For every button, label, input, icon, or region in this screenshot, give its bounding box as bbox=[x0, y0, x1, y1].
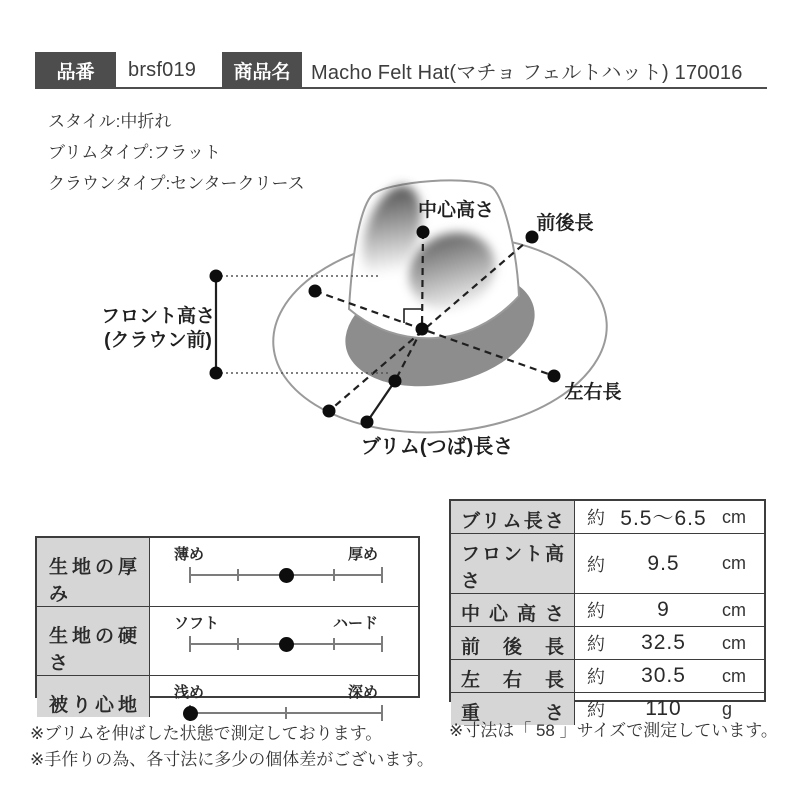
size-row-value bbox=[575, 501, 764, 533]
thickness-slider bbox=[150, 538, 418, 606]
slider-tick bbox=[237, 569, 239, 581]
label-left-right-length: 左右長 bbox=[564, 382, 622, 403]
label-front-height-line1: フロント高さ bbox=[100, 306, 216, 327]
size-row-left-right bbox=[451, 659, 764, 692]
approx-prefix: 約 bbox=[587, 601, 605, 621]
spec-line-crown-type: クラウンタイプ:センタークリース bbox=[48, 174, 305, 193]
footnote-size-basis: ※寸法は「 58 」サイズで測定しています。 bbox=[449, 721, 778, 740]
size-row-front-back bbox=[451, 626, 764, 659]
slider-min-label: 薄め bbox=[174, 546, 205, 563]
product-number-value: brsf019 bbox=[128, 58, 197, 81]
size-row-center-height bbox=[451, 593, 764, 626]
approx-prefix: 約 bbox=[587, 554, 605, 575]
footnote-handmade: ※手作りの為、各寸法に多少の個体差がございます。 bbox=[30, 750, 434, 769]
label-front-height-line2: (クラウン前) bbox=[104, 330, 212, 351]
size-row-label: ブリム長さ bbox=[451, 501, 575, 533]
size-table bbox=[449, 499, 766, 724]
size-row-label: 中心高さ bbox=[451, 594, 575, 626]
size-row-brim bbox=[451, 501, 764, 533]
slider-max-label: 深め bbox=[347, 684, 378, 701]
size-value: 30.5 bbox=[641, 664, 686, 687]
slider-max-label: ハード bbox=[332, 615, 378, 632]
slider-tick bbox=[189, 567, 191, 583]
size-row-label: 左右長 bbox=[451, 660, 575, 692]
approx-prefix: 約 bbox=[587, 700, 605, 720]
size-row-label: フロント高さ bbox=[451, 534, 575, 593]
size-row-front-height bbox=[451, 533, 764, 593]
slider-max-label: 厚め bbox=[347, 546, 378, 563]
size-row-value bbox=[575, 594, 764, 626]
slider-min-label: 浅め bbox=[174, 684, 205, 701]
approx-prefix: 約 bbox=[587, 667, 605, 687]
size-value: 32.5 bbox=[641, 631, 686, 654]
product-name-tag: 商品名 bbox=[222, 52, 302, 88]
size-unit: cm bbox=[722, 632, 746, 653]
header-underline bbox=[35, 87, 767, 89]
label-center-height: 中心高さ bbox=[417, 200, 495, 221]
size-row-value bbox=[575, 660, 764, 692]
slider-tick bbox=[333, 638, 335, 650]
feel-row-fit bbox=[37, 675, 418, 717]
size-unit: cm bbox=[722, 553, 746, 573]
spec-line-brim-type: ブリムタイプ:フラット bbox=[48, 143, 221, 162]
slider-tick bbox=[237, 638, 239, 650]
spec-line-style: スタイル:中折れ bbox=[48, 112, 172, 131]
feel-row-thickness bbox=[37, 538, 418, 606]
size-unit: cm bbox=[722, 599, 746, 620]
size-row-value bbox=[575, 534, 764, 593]
size-value: 9 bbox=[657, 598, 670, 621]
slider-tick bbox=[189, 636, 191, 652]
feel-row-label: 生地の硬さ bbox=[37, 607, 150, 675]
approx-prefix: 約 bbox=[587, 508, 605, 528]
slider-dot bbox=[279, 637, 294, 652]
slider-min-label: ソフト bbox=[174, 615, 220, 632]
slider-tick bbox=[333, 569, 335, 581]
size-unit: cm bbox=[722, 665, 746, 686]
slider-tick bbox=[381, 636, 383, 652]
label-brim-length: ブリム(つば)長さ bbox=[360, 436, 514, 458]
size-unit: g bbox=[722, 698, 733, 719]
slider-tick bbox=[381, 567, 383, 583]
feel-row-label: 生地の厚み bbox=[37, 538, 150, 606]
fit-depth-slider bbox=[150, 676, 418, 717]
size-row-label: 重さ bbox=[451, 693, 575, 725]
feel-table bbox=[35, 536, 420, 716]
feel-row-hardness bbox=[37, 606, 418, 675]
size-value: 110 bbox=[645, 697, 682, 720]
product-name-value: Macho Felt Hat(マチョ フェルトハット) 170016 bbox=[311, 61, 743, 84]
size-value: 9.5 bbox=[647, 551, 680, 575]
feel-row-label: 被り心地 bbox=[37, 676, 150, 717]
footnote-brim-measure: ※ブリムを伸ばした状態で測定しております。 bbox=[30, 724, 383, 743]
approx-prefix: 約 bbox=[587, 634, 605, 654]
size-unit: cm bbox=[722, 506, 746, 527]
slider-tick bbox=[285, 707, 287, 719]
size-value: 5.5〜6.5 bbox=[620, 507, 707, 530]
size-row-value bbox=[575, 627, 764, 659]
spec-lines bbox=[48, 106, 305, 199]
slider-dot bbox=[279, 568, 294, 583]
hardness-slider bbox=[150, 607, 418, 675]
product-number-tag: 品番 bbox=[35, 52, 116, 88]
label-front-back-length: 前後長 bbox=[536, 213, 594, 234]
size-row-label: 前後長 bbox=[451, 627, 575, 659]
